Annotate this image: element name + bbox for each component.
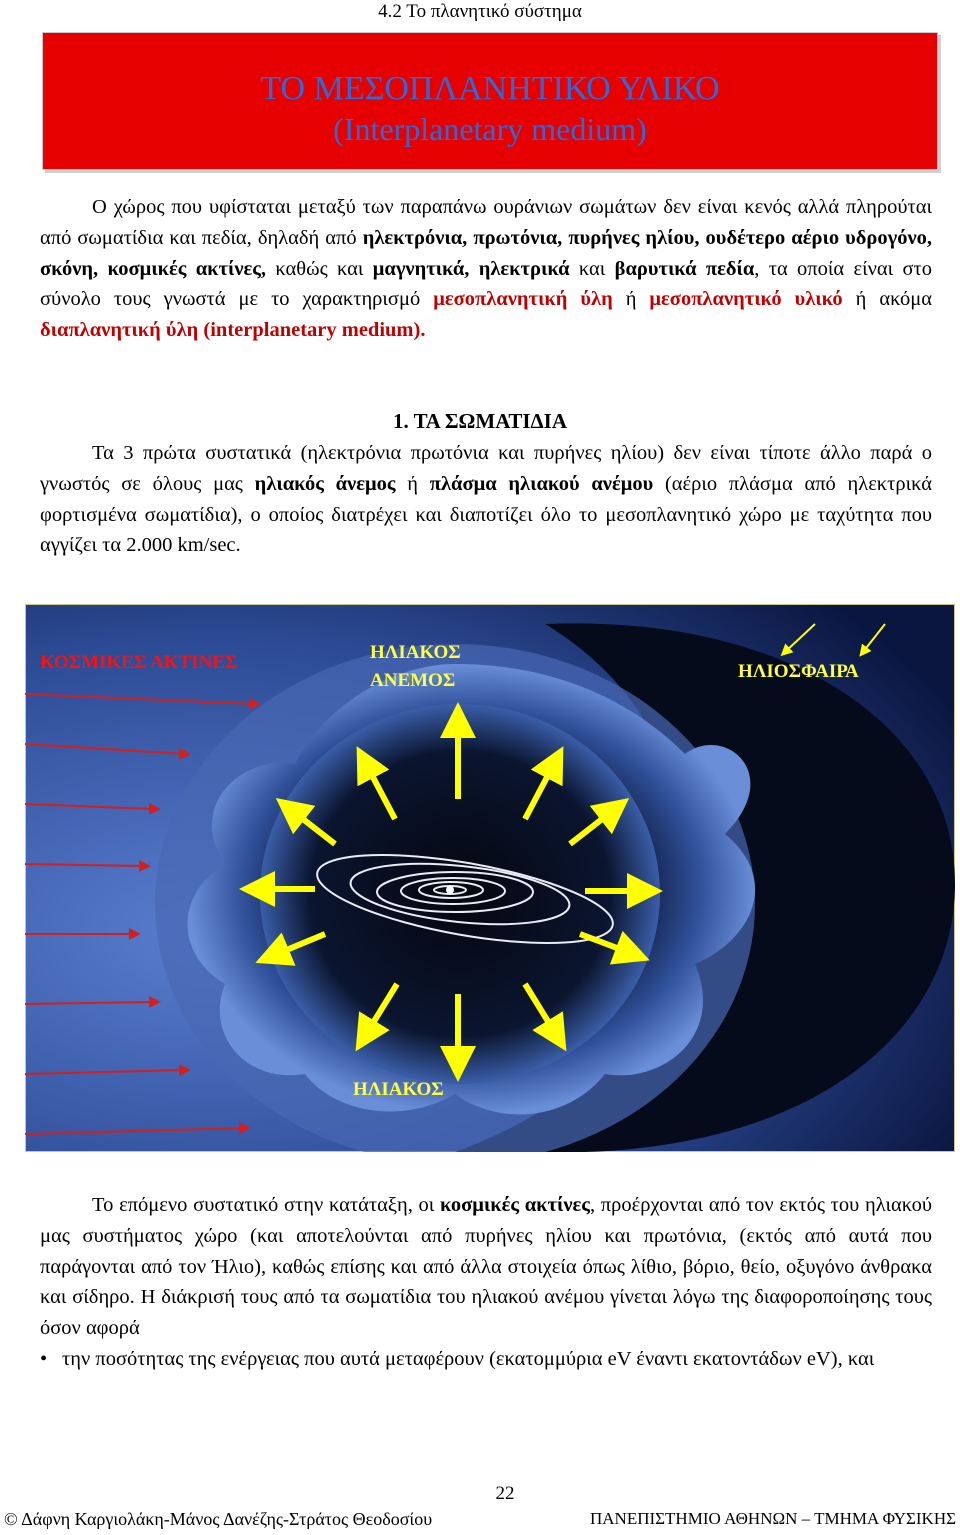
sun-dot	[446, 886, 454, 894]
cosmic-rays-paragraph	[40, 1190, 932, 1375]
particles-paragraph	[40, 438, 932, 561]
heliosphere-label: ΗΛΙΟΣΦΑΙΡΑ	[738, 661, 859, 682]
intro-bold: μαγνητικά, ηλεκτρικά	[372, 257, 570, 280]
particles-text: Τα 3 πρώτα συστατικά (ηλεκτρόνια πρωτόνια και πυρήνες ηλίου) δεν είναι τίποτε άλλο παρά ο γνωστός σε όλους μας	[40, 442, 932, 495]
bullet-item	[40, 1344, 932, 1375]
page-number: 22	[495, 1483, 515, 1504]
intro-text: , τα οποία είναι στο σύνολο τους γνωστά με το χαρακτηρισμό	[40, 257, 932, 311]
intro-text: ή	[612, 288, 650, 311]
cosmic-text: Το επόμενο συστατικό στην κατάταξη, οι	[92, 1194, 441, 1216]
page-subtitle: (Interplanetary medium)	[333, 111, 647, 147]
footer-authors: © Δάφνη Καργιολάκη-Μάνος Δανέζης-Στράτος Θεοδοσίου	[4, 1509, 433, 1529]
section-heading: 1. ΤΑ ΣΩΜΑΤΙΔΙΑ	[392, 409, 568, 433]
title-banner	[42, 32, 938, 170]
cosmic-bold: κοσμικές ακτίνες	[440, 1194, 590, 1216]
footer-institution: ΠΑΝΕΠΙΣΤΗΜΙΟ ΑΘΗΝΩΝ – ΤΜΗΜΑ ΦΥΣΙΚΗΣ	[590, 1509, 956, 1528]
intro-term: διαπλανητική ύλη (interplanetary medium).	[40, 319, 426, 342]
intro-bold: ηλεκτρόνια, πρωτόνια, πυρήνες ηλίου, ουδέτερο αέριο υδρογόνο, σκόνη, κοσμικές ακτίνες,	[40, 226, 932, 280]
particles-text: (αέριο πλάσμα από ηλεκτρικά φορτισμένα σωματίδια), ο οποίος διατρέχει και διαποτίζει όλο το μεσοπλανητικό χώρο με ταχύτητα που αγγίζει τα 2.000 km/sec.	[40, 472, 933, 557]
intro-term: μεσοπλανητικό υλικό	[649, 288, 843, 311]
particles-bold: πλάσμα ηλιακού ανέμου	[429, 472, 654, 495]
heliosphere-diagram	[25, 604, 955, 1152]
intro-text: καθώς και	[266, 257, 373, 280]
solar-wind-label-line2: ΑΝΕΜΟΣ	[370, 670, 456, 691]
heliosphere-figure	[25, 604, 955, 1152]
intro-term: μεσοπλανητική ύλη	[433, 288, 613, 311]
particles-bold: ηλιακός άνεμος	[254, 472, 396, 495]
page-title: ΤΟ ΜΕΣΟΠΛΑΝΗΤΙΚΟ ΥΛΙΚΟ	[260, 70, 720, 107]
particles-text: ή	[395, 472, 430, 495]
bullet-symbol: •	[40, 1347, 48, 1370]
intro-paragraph	[40, 192, 932, 346]
solar-wind-label-line1: ΗΛΙΑΚΟΣ	[370, 642, 461, 663]
intro-text: Ο χώρος που υφίσταται μεταξύ των παραπάνω ουράνιων σωμάτων δεν είναι κενός αλλά πληρούται από σωματίδια και πεδία, δηλαδή από	[40, 196, 932, 249]
intro-bold: βαρυτικά πεδία	[614, 257, 755, 280]
cosmic-rays-label: ΚΟΣΜΙΚΕΣ ΑΚΤΙΝΕΣ	[40, 652, 238, 673]
sun-label: ΗΛΙΑΚΟΣ	[353, 1079, 444, 1100]
bullet-text: την ποσότητας της ενέργειας που αυτά μεταφέρουν (εκατομμύρια eV έναντι εκατοντάδων eV), και	[62, 1347, 875, 1370]
chapter-header: 4.2 Το πλανητικό σύστημα	[378, 1, 582, 22]
cosmic-text: , προέρχονται από τον εκτός του ηλιακού μας συστήματος χώρο (και αποτελούνται από πυρήνες ηλίου και πρωτόνια, (εκτός από αυτά που παράγονται από τον Ήλιο), καθώς επίσης και από άλλα στοιχεία όπως λίθιο, βόριο, θείο, οξυγόνο άνθρακα και σίδηρο. Η διάκρισή τους από τα σωματίδια του ηλιακού ανέμου γίνεται λόγω της διαφοροποίησης τους όσον αφορά	[40, 1194, 932, 1340]
intro-text: και	[569, 257, 615, 280]
intro-text: ή ακόμα	[842, 288, 932, 311]
